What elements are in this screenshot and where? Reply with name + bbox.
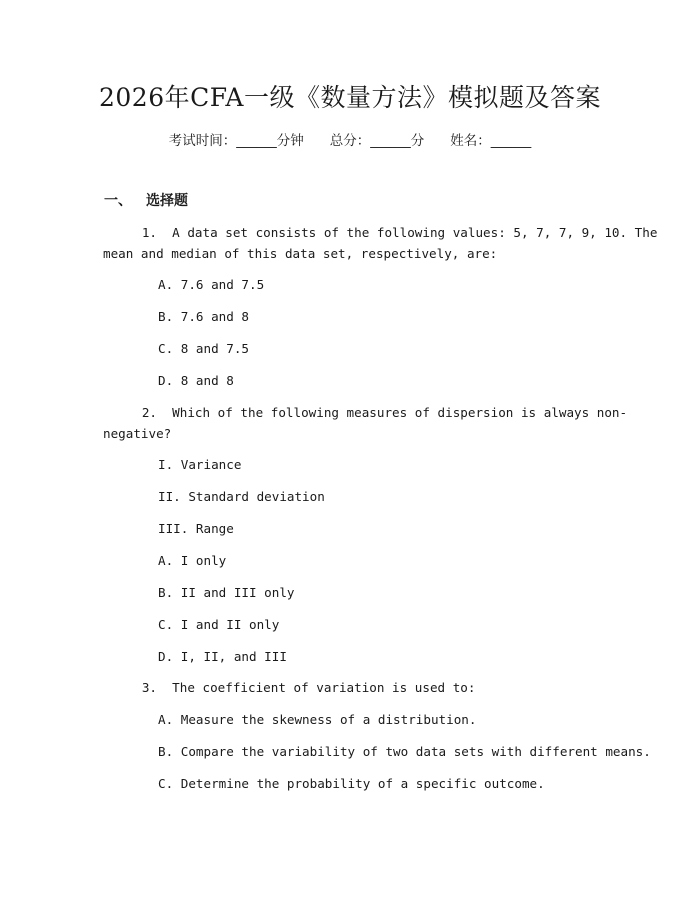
total-score-label: 总分： bbox=[329, 133, 371, 149]
question-2-number: 2. bbox=[141, 405, 157, 420]
question-2-option-d: D. I, II, and III bbox=[158, 649, 287, 664]
question-3-text-1: The coefficient of variation is used to: bbox=[172, 680, 476, 695]
question-2-statement-3: III. Range bbox=[158, 521, 234, 536]
exam-time-unit: 分钟 bbox=[276, 133, 304, 149]
question-1-option-a: A. 7.6 and 7.5 bbox=[158, 277, 265, 292]
question-1-number: 1. bbox=[141, 225, 157, 240]
exam-time-blank: ______ bbox=[236, 133, 277, 149]
name-label: 姓名： bbox=[450, 133, 491, 149]
page-title: 2026年CFA一级《数量方法》模拟题及答案 bbox=[99, 83, 601, 112]
section-number: 一、 bbox=[104, 193, 132, 209]
question-3-option-c: C. Determine the probability of a specific outcome. bbox=[158, 776, 545, 791]
question-3-number: 3. bbox=[141, 680, 157, 695]
question-1-option-d: D. 8 and 8 bbox=[158, 373, 234, 388]
name-blank: ______ bbox=[490, 133, 532, 149]
exam-info-line bbox=[0, 131, 700, 151]
question-1-line-2: mean and median of this data set, respectively, are: bbox=[103, 246, 498, 261]
question-3-option-b: B. Compare the variability of two data sets with different means. bbox=[158, 744, 651, 759]
question-1-option-c: C. 8 and 7.5 bbox=[158, 341, 249, 356]
question-2-option-b: B. II and III only bbox=[158, 585, 295, 600]
question-3-line-1 bbox=[103, 677, 475, 698]
section-heading bbox=[104, 191, 188, 211]
total-score-blank: ______ bbox=[370, 133, 411, 149]
total-score-unit: 分 bbox=[410, 133, 425, 149]
exam-time-label: 考试时间： bbox=[168, 133, 237, 149]
question-2-line-2: negative? bbox=[103, 426, 172, 441]
question-2-line-1 bbox=[103, 402, 627, 423]
question-1-line-1 bbox=[103, 222, 657, 243]
section-title: 选择题 bbox=[146, 193, 188, 209]
question-2-statement-2: II. Standard deviation bbox=[158, 489, 325, 504]
question-1-text-1: A data set consists of the following values: 5, 7, 7, 9, 10. The bbox=[172, 225, 658, 240]
question-1-option-b: B. 7.6 and 8 bbox=[158, 309, 249, 324]
question-2-option-a: A. I only bbox=[158, 553, 227, 568]
question-2-statement-1: I. Variance bbox=[158, 457, 242, 472]
question-3-option-a: A. Measure the skewness of a distribution. bbox=[158, 712, 477, 727]
question-2-option-c: C. I and II only bbox=[158, 617, 280, 632]
question-2-text-1: Which of the following measures of dispersion is always non- bbox=[172, 405, 628, 420]
